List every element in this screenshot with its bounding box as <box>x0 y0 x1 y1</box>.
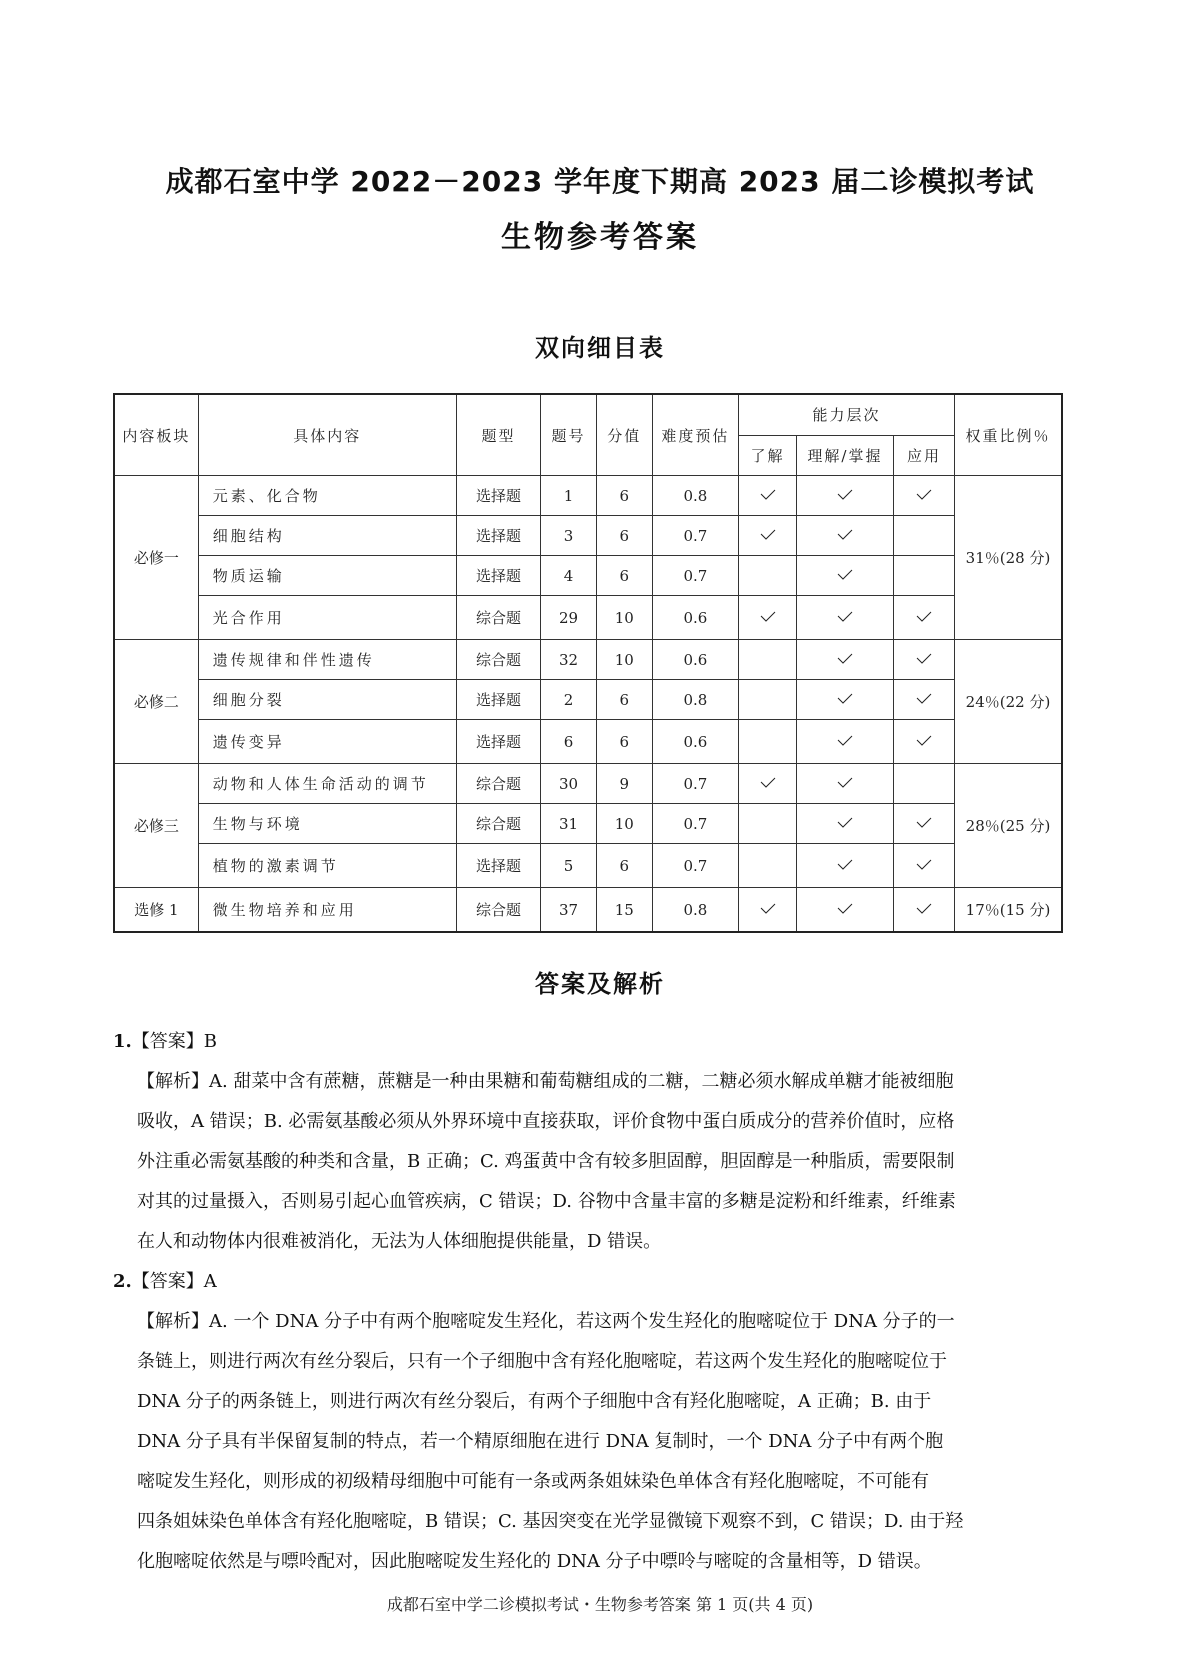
number-cell: 3 <box>541 516 597 556</box>
apply-cell <box>893 888 954 933</box>
table-row <box>114 888 1062 933</box>
understand-cell <box>739 804 797 844</box>
weight-cell: 28％(25 分) <box>954 764 1062 888</box>
apply-cell <box>893 476 954 516</box>
table-row <box>114 596 1062 640</box>
table-row <box>114 516 1062 556</box>
explanation-line: DNA 分子的两条链上，则进行两次有丝分裂后，有两个子细胞中含有羟化胞嘧啶，A 正确；B. 由于 <box>137 1391 932 1412</box>
header-weight: 权重比例％ <box>954 394 1062 476</box>
apply-cell <box>893 764 954 804</box>
content-cell: 微生物培养和应用 <box>198 888 456 933</box>
checkmark-icon <box>916 861 932 871</box>
apply-cell <box>893 596 954 640</box>
explanation-line: 【解析】A. 一个 DNA 分子中有两个胞嘧啶发生羟化，若这两个发生羟化的胞嘧啶位于 DNA 分子的一 <box>137 1311 955 1332</box>
score-cell: 10 <box>596 804 652 844</box>
apply-cell <box>893 556 954 596</box>
explanation-line: 在人和动物体内很难被消化，无法为人体细胞提供能量，D 错误。 <box>137 1231 662 1252</box>
comprehend-cell <box>797 720 894 764</box>
checkmark-icon <box>916 655 932 665</box>
checkmark-icon <box>837 779 853 789</box>
number-cell: 4 <box>541 556 597 596</box>
explanation-line: 外注重必需氨基酸的种类和含量，B 正确；C. 鸡蛋黄中含有较多胆固醇，胆固醇是一种脂质，需要限制 <box>137 1151 955 1172</box>
checkmark-icon <box>837 571 853 581</box>
table-row <box>114 720 1062 764</box>
understand-cell <box>739 844 797 888</box>
number-cell: 6 <box>541 720 597 764</box>
header-score: 分值 <box>596 394 652 476</box>
difficulty-cell: 0.7 <box>652 556 738 596</box>
score-cell: 10 <box>596 596 652 640</box>
explanation-line: 嘧啶发生羟化，则形成的初级精母细胞中可能有一条或两条姐妹染色单体含有羟化胞嘧啶，不可能有 <box>137 1471 929 1492</box>
difficulty-cell: 0.6 <box>652 596 738 640</box>
comprehend-cell <box>797 476 894 516</box>
comprehend-cell <box>797 640 894 680</box>
module-cell: 必修一 <box>114 476 198 640</box>
table-row <box>114 640 1062 680</box>
specification-table <box>113 393 1063 933</box>
module-cell: 选修 1 <box>114 888 198 933</box>
header-comprehend: 理解/掌握 <box>797 435 894 476</box>
understand-cell <box>739 720 797 764</box>
table-row <box>114 476 1062 516</box>
number-cell: 30 <box>541 764 597 804</box>
checkmark-icon <box>916 613 932 623</box>
difficulty-cell: 0.6 <box>652 640 738 680</box>
explanation-line: 四条姐妹染色单体含有羟化胞嘧啶，B 错误；C. 基因突变在光学显微镜下观察不到，C 错误；D. 由于羟 <box>137 1511 964 1532</box>
score-cell: 6 <box>596 844 652 888</box>
score-cell: 10 <box>596 640 652 680</box>
content-cell: 动物和人体生命活动的调节 <box>198 764 456 804</box>
apply-cell <box>893 804 954 844</box>
document-title: 成都石室中学 2022－2023 学年度下期高 2023 届二诊模拟考试 <box>165 165 1035 198</box>
content-cell: 光合作用 <box>198 596 456 640</box>
type-cell: 综合题 <box>456 888 540 933</box>
checkmark-icon <box>837 737 853 747</box>
answer-item <box>113 1262 1073 1582</box>
type-cell: 选择题 <box>456 476 540 516</box>
module-cell: 必修二 <box>114 640 198 764</box>
checkmark-icon <box>916 819 932 829</box>
difficulty-cell: 0.7 <box>652 764 738 804</box>
spec-table-title: 双向细目表 <box>535 334 665 362</box>
number-cell: 2 <box>541 680 597 720</box>
comprehend-cell <box>797 680 894 720</box>
difficulty-cell: 0.8 <box>652 680 738 720</box>
table-row <box>114 556 1062 596</box>
understand-cell <box>739 556 797 596</box>
type-cell: 综合题 <box>456 764 540 804</box>
explanation-paragraph <box>113 1062 1073 1262</box>
module-cell: 必修三 <box>114 764 198 888</box>
score-cell: 6 <box>596 476 652 516</box>
checkmark-icon <box>837 531 853 541</box>
difficulty-cell: 0.8 <box>652 476 738 516</box>
header-difficulty: 难度预估 <box>652 394 738 476</box>
content-cell: 物质运输 <box>198 556 456 596</box>
score-cell: 9 <box>596 764 652 804</box>
document-subtitle: 生物参考答案 <box>501 220 699 255</box>
weight-cell: 17％(15 分) <box>954 888 1062 933</box>
specification-table-body <box>114 476 1062 933</box>
content-cell: 细胞结构 <box>198 516 456 556</box>
comprehend-cell <box>797 764 894 804</box>
understand-cell <box>739 516 797 556</box>
understand-cell <box>739 680 797 720</box>
checkmark-icon <box>916 695 932 705</box>
score-cell: 6 <box>596 556 652 596</box>
answer-heading <box>113 1262 1073 1302</box>
apply-cell <box>893 680 954 720</box>
content-cell: 遗传变异 <box>198 720 456 764</box>
header-ability: 能力层次 <box>739 394 955 435</box>
checkmark-icon <box>760 905 776 915</box>
content-cell: 元素、化合物 <box>198 476 456 516</box>
checkmark-icon <box>760 491 776 501</box>
explanation-line: 条链上，则进行两次有丝分裂后，只有一个子细胞中含有羟化胞嘧啶，若这两个发生羟化的胞嘧啶位于 <box>137 1351 947 1372</box>
checkmark-icon <box>760 779 776 789</box>
checkmark-icon <box>837 861 853 871</box>
understand-cell <box>739 640 797 680</box>
type-cell: 选择题 <box>456 844 540 888</box>
header-module: 内容板块 <box>114 394 198 476</box>
difficulty-cell: 0.8 <box>652 888 738 933</box>
answer-item <box>113 1022 1073 1262</box>
content-cell: 细胞分裂 <box>198 680 456 720</box>
type-cell: 选择题 <box>456 556 540 596</box>
checkmark-icon <box>916 491 932 501</box>
checkmark-icon <box>760 613 776 623</box>
apply-cell <box>893 640 954 680</box>
type-cell: 选择题 <box>456 720 540 764</box>
comprehend-cell <box>797 596 894 640</box>
answer-label: 【答案】 <box>131 1271 204 1292</box>
answer-label: 【答案】 <box>131 1031 204 1052</box>
score-cell: 6 <box>596 720 652 764</box>
content-cell: 遗传规律和伴性遗传 <box>198 640 456 680</box>
table-row <box>114 844 1062 888</box>
explanation-line: 吸收，A 错误；B. 必需氨基酸必须从外界环境中直接获取，评价食物中蛋白质成分的营养价值时，应格 <box>137 1111 955 1132</box>
number-cell: 37 <box>541 888 597 933</box>
checkmark-icon <box>837 905 853 915</box>
header-understand: 了解 <box>739 435 797 476</box>
explanation-line: DNA 分子具有半保留复制的特点，若一个精原细胞在进行 DNA 复制时，一个 DNA 分子中有两个胞 <box>137 1431 944 1452</box>
header-number: 题号 <box>541 394 597 476</box>
table-row <box>114 764 1062 804</box>
type-cell: 综合题 <box>456 596 540 640</box>
type-cell: 选择题 <box>456 680 540 720</box>
weight-cell: 24％(22 分) <box>954 640 1062 764</box>
type-cell: 综合题 <box>456 640 540 680</box>
header-apply: 应用 <box>893 435 954 476</box>
question-number: 1. <box>113 1031 132 1052</box>
difficulty-cell: 0.7 <box>652 804 738 844</box>
explanation-paragraph <box>113 1302 1073 1582</box>
number-cell: 1 <box>541 476 597 516</box>
type-cell: 综合题 <box>456 804 540 844</box>
understand-cell <box>739 764 797 804</box>
difficulty-cell: 0.6 <box>652 720 738 764</box>
checkmark-icon <box>916 905 932 915</box>
checkmark-icon <box>837 613 853 623</box>
explanation-line: 对其的过量摄入，否则易引起心血管疾病，C 错误；D. 谷物中含量丰富的多糖是淀粉和纤维素，纤维素 <box>137 1191 956 1212</box>
checkmark-icon <box>837 491 853 501</box>
comprehend-cell <box>797 556 894 596</box>
score-cell: 15 <box>596 888 652 933</box>
understand-cell <box>739 476 797 516</box>
apply-cell <box>893 720 954 764</box>
question-number: 2. <box>113 1271 132 1292</box>
comprehend-cell <box>797 844 894 888</box>
table-row <box>114 680 1062 720</box>
checkmark-icon <box>837 655 853 665</box>
header-content: 具体内容 <box>198 394 456 476</box>
score-cell: 6 <box>596 680 652 720</box>
comprehend-cell <box>797 516 894 556</box>
checkmark-icon <box>916 737 932 747</box>
page-footer: 成都石室中学二诊模拟考试・生物参考答案 第 1 页(共 4 页) <box>386 1595 814 1614</box>
understand-cell <box>739 596 797 640</box>
table-row <box>114 804 1062 844</box>
number-cell: 32 <box>541 640 597 680</box>
weight-cell: 31％(28 分) <box>954 476 1062 640</box>
number-cell: 29 <box>541 596 597 640</box>
answer-value: B <box>203 1031 218 1052</box>
header-type: 题型 <box>456 394 540 476</box>
difficulty-cell: 0.7 <box>652 516 738 556</box>
number-cell: 5 <box>541 844 597 888</box>
apply-cell <box>893 516 954 556</box>
explanation-line: 【解析】A. 甜菜中含有蔗糖，蔗糖是一种由果糖和葡萄糖组成的二糖，二糖必须水解成单糖才能被细胞 <box>137 1071 954 1092</box>
comprehend-cell <box>797 804 894 844</box>
apply-cell <box>893 844 954 888</box>
checkmark-icon <box>837 695 853 705</box>
checkmark-icon <box>837 819 853 829</box>
answer-heading <box>113 1022 1073 1062</box>
answer-value: A <box>203 1271 217 1292</box>
answers-section-title: 答案及解析 <box>535 970 665 998</box>
comprehend-cell <box>797 888 894 933</box>
checkmark-icon <box>760 531 776 541</box>
answers-list <box>113 1022 1073 1582</box>
understand-cell <box>739 888 797 933</box>
difficulty-cell: 0.7 <box>652 844 738 888</box>
content-cell: 植物的激素调节 <box>198 844 456 888</box>
type-cell: 选择题 <box>456 516 540 556</box>
explanation-line: 化胞嘧啶依然是与嘌呤配对，因此胞嘧啶发生羟化的 DNA 分子中嘌呤与嘧啶的含量相等，D 错误。 <box>137 1551 932 1572</box>
score-cell: 6 <box>596 516 652 556</box>
content-cell: 生物与环境 <box>198 804 456 844</box>
number-cell: 31 <box>541 804 597 844</box>
